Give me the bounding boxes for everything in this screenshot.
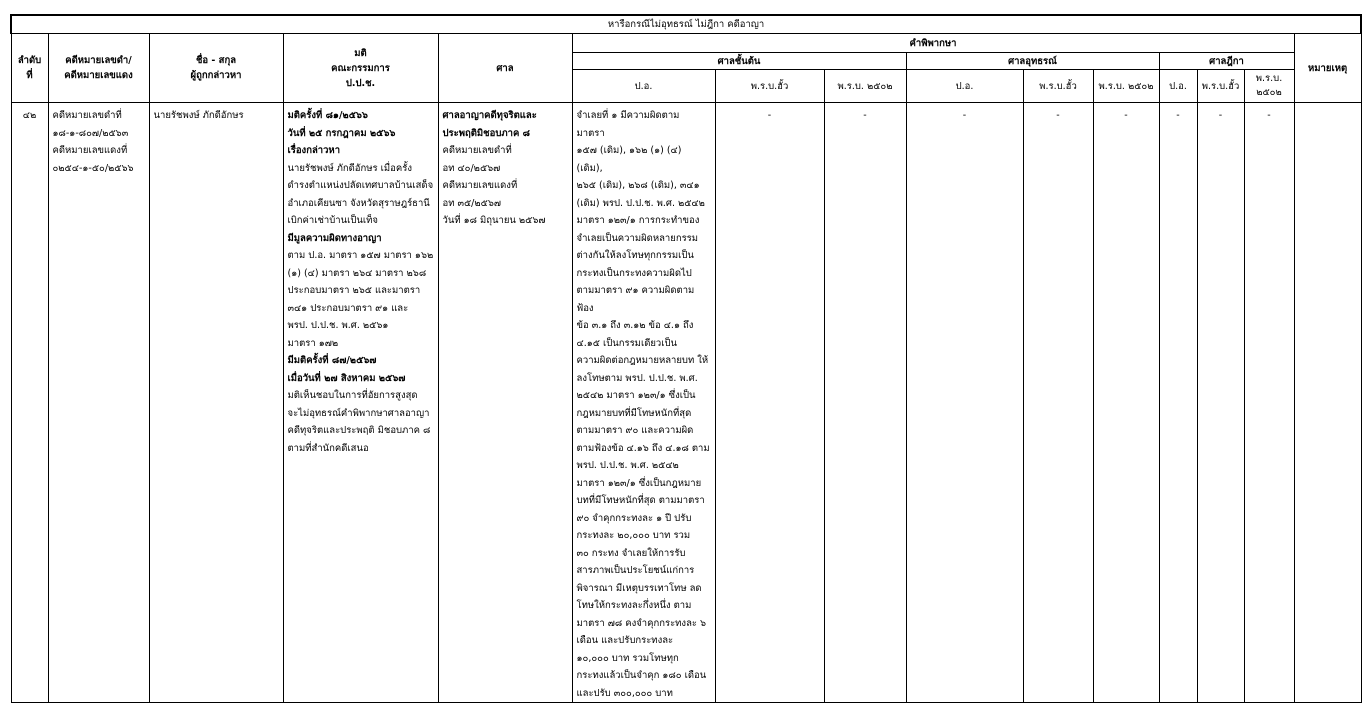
resolution-line: ดำรงตำแหน่งปลัดเทศบาลบ้านเสด็จ xyxy=(287,180,434,191)
cell-appeal-prb-ua: - xyxy=(1023,103,1093,703)
resolution-line: มาตรา ๑๗๒ xyxy=(287,337,339,349)
header-resolution: มติ คณะกรรมการ ป.ป.ช. xyxy=(283,34,438,103)
court-line: คดีหมายเลขดำที่ xyxy=(442,145,512,156)
resolution-line: มติครั้งที่ ๘๑/๒๕๖๖ xyxy=(287,110,368,121)
court-line: ศาลอาญาคดีทุจริตและ xyxy=(442,110,537,121)
verdict-line: สารภาพเป็นประโยชน์แก่การ xyxy=(576,565,695,576)
resolution-line: นายรัชพงษ์ ภักดีอักษร เมื่อครั้ง xyxy=(287,162,412,174)
header-appeal-court: ศาลอุทธรณ์ xyxy=(906,53,1159,70)
verdict-line: ๔.๑๕ เป็นกรรมเดียวเป็น xyxy=(576,337,678,349)
cell-supreme-prb-ua: - xyxy=(1197,103,1244,703)
verdict-line: ๒๖๕ (เดิม), ๒๖๘ (เดิม), ๓๔๑ xyxy=(576,180,700,191)
header-supreme-pa: ป.อ. xyxy=(1159,70,1197,103)
header-first-court: ศาลชั้นต้น xyxy=(572,53,906,70)
verdict-line: ตามมาตรา ๙๐ และความผิด xyxy=(576,425,694,436)
verdict-line: มาตรา ๑๒๓/๑ ซึ่งเป็นกฎหมาย xyxy=(576,477,702,489)
table-title: หารือกรณีไม่อุทธรณ์ ไม่ฎีกา คดีอาญา xyxy=(11,15,1361,34)
cell-appeal-prb-2502: - xyxy=(1093,103,1159,703)
court-line: อท ๔๐/๒๕๖๗ xyxy=(442,162,501,174)
court-line: ประพฤติมิชอบภาค ๘ xyxy=(442,127,530,139)
resolution-line: ตามที่สำนักคดีเสนอ xyxy=(287,442,369,454)
resolution-line: เมื่อวันที่ ๒๗ สิงหาคม ๒๕๖๗ xyxy=(287,372,406,384)
verdict-line: (เดิม) พรป. ป.ป.ช. พ.ศ. ๒๕๔๒ xyxy=(576,197,705,209)
resolution-line: พรป. ป.ป.ช. พ.ศ. ๒๕๖๑ xyxy=(287,320,389,331)
verdict-line: มาตรา ๗๘ คงจำคุกกระทงละ ๖ xyxy=(576,617,707,629)
verdict-line: เดือน และปรับกระทงละ xyxy=(576,635,674,646)
resolution-line: มีมติครั้งที่ ๘๗/๒๕๖๗ xyxy=(287,355,377,366)
verdict-line: ๑๕๗ (เดิม), ๑๖๒ (๑) (๔) (เดิม), xyxy=(576,145,682,174)
resolution-line: อำเภอเคียนซา จังหวัดสุราษฎร์ธานี xyxy=(287,197,430,209)
document-table-wrap xyxy=(10,14,1362,703)
cell-no: ๔๒ xyxy=(11,103,48,703)
cell-appeal-pa: - xyxy=(906,103,1023,703)
verdict-line: จำเลยที่ ๑ มีความผิดตาม มาตรา xyxy=(576,110,680,139)
cell-first-prb-ua: - xyxy=(715,103,824,703)
header-first-prb-2502: พ.ร.บ. ๒๕๐๒ xyxy=(824,70,906,103)
resolution-line: มติเห็นชอบในการที่อัยการสูงสุด xyxy=(287,390,418,401)
header-no: ลำดับ ที่ xyxy=(11,34,48,103)
resolution-line: วันที่ ๒๕ กรกฎาคม ๒๕๖๖ xyxy=(287,127,396,139)
court-line: วันที่ ๑๘ มิถุนายน ๒๕๖๗ xyxy=(442,215,546,226)
verdict-line: กระทงแล้วเป็นจำคุก ๑๘๐ เดือน xyxy=(576,670,707,681)
verdict-line: ข้อ ๓.๑ ถึง ๓.๑๒ ข้อ ๔.๑ ถึง xyxy=(576,320,694,331)
verdict-line: ลงโทษตาม พรป. ป.ป.ช. พ.ศ. xyxy=(576,372,698,384)
header-remark: หมายเหตุ xyxy=(1294,34,1361,103)
resolution-line: (๑) (๔) มาตรา ๒๖๔ มาตรา ๒๖๘ xyxy=(287,267,427,279)
verdict-line: ๙๐ จำคุกกระทงละ ๑ ปี ปรับ xyxy=(576,512,692,524)
verdict-line: พรป. ป.ป.ช. พ.ศ. ๒๕๔๒ xyxy=(576,460,679,471)
header-first-pa: ป.อ. xyxy=(572,70,715,103)
verdict-line: ๓๐ กระทง จำเลยให้การรับ xyxy=(576,547,686,559)
header-appeal-pa: ป.อ. xyxy=(906,70,1023,103)
verdict-line: จำเลยเป็นความผิดหลายกรรม xyxy=(576,232,699,244)
verdict-line: มาตรา ๑๒๓/๑ การกระทำของ xyxy=(576,215,700,226)
resolution-line: คดีทุจริตและประพฤติ มิชอบภาค ๘ xyxy=(287,425,431,436)
header-supreme-prb-2502: พ.ร.บ. ๒๕๐๒ xyxy=(1244,70,1294,103)
verdict-line: ความผิดต่อกฎหมายหลายบท ให้ xyxy=(576,355,709,366)
resolution-line: เบิกค่าเช่าบ้านเป็นเท็จ xyxy=(287,215,378,226)
resolution-line: ตาม ป.อ. มาตรา ๑๕๗ มาตรา ๑๖๒ xyxy=(287,250,434,261)
resolution-line: มีมูลความผิดทางอาญา xyxy=(287,232,382,244)
verdict-table xyxy=(10,14,1362,703)
cell-remark xyxy=(1294,103,1361,703)
verdict-line: โทษให้กระทงละกึ่งหนึ่ง ตาม xyxy=(576,600,692,611)
verdict-line: ๒๕๔๒ มาตรา ๑๒๓/๑ ซึ่งเป็น xyxy=(576,390,696,401)
header-appeal-prb-ua: พ.ร.บ.ฮั้ว xyxy=(1023,70,1093,103)
cell-case-no: คดีหมายเลขดำที่ ๑๘-๑-๘๐๗/๒๕๖๓ คดีหมายเลขแดงที่ ๐๒๕๔-๑-๕๐/๒๕๖๖ xyxy=(48,103,149,703)
header-appeal-prb-2502: พ.ร.บ. ๒๕๐๒ xyxy=(1093,70,1159,103)
resolution-line: จะไม่อุทธรณ์คำพิพากษาศาลอาญา xyxy=(287,407,430,419)
header-verdict: คำพิพากษา xyxy=(572,34,1294,53)
header-first-prb-ua: พ.ร.บ.ฮั้ว xyxy=(715,70,824,103)
cell-first-pa xyxy=(572,103,715,703)
verdict-line: ตามมาตรา ๙๑ ความผิดตามฟ้อง xyxy=(576,285,695,314)
resolution-line: เรื่องกล่าวหา xyxy=(287,145,341,156)
verdict-line: ตามฟ้องข้อ ๔.๑๖ ถึง ๔.๑๘ ตาม xyxy=(576,442,710,454)
header-case-no: คดีหมายเลขดำ/ คดีหมายเลขแดง xyxy=(48,34,149,103)
cell-name: นายรัชพงษ์ ภักดีอักษร xyxy=(149,103,283,703)
verdict-line: กระทงเป็นกระทงความผิดไป xyxy=(576,267,692,279)
court-line: อท ๓๕/๒๕๖๗ xyxy=(442,197,501,209)
verdict-line: กฎหมายบทที่มีโทษหนักที่สุด xyxy=(576,407,692,419)
header-supreme-court: ศาลฎีกา xyxy=(1159,53,1294,70)
verdict-line: ๑๐,๐๐๐ บาท รวมโทษทุก xyxy=(576,652,679,664)
verdict-line: ต่างกันให้ลงโทษทุกกรรมเป็น xyxy=(576,250,694,261)
verdict-line: พิจารณา มีเหตุบรรเทาโทษ ลด xyxy=(576,582,702,594)
header-name: ชื่อ - สกุล ผู้ถูกกล่าวหา xyxy=(149,34,283,103)
cell-court xyxy=(438,103,572,703)
cell-resolution xyxy=(283,103,438,703)
cell-first-prb-2502: - xyxy=(824,103,906,703)
table-row xyxy=(11,103,1361,703)
resolution-line: ๓๔๑ ประกอบมาตรา ๙๑ และ xyxy=(287,302,409,314)
cell-supreme-pa: - xyxy=(1159,103,1197,703)
court-line: คดีหมายเลขแดงที่ xyxy=(442,180,518,191)
verdict-line: และปรับ ๓๐๐,๐๐๐ บาท xyxy=(576,687,673,699)
verdict-line: บทที่มีโทษหนักที่สุด ตามมาตรา xyxy=(576,495,705,506)
resolution-line: ประกอบมาตรา ๒๖๕ และมาตรา xyxy=(287,285,421,296)
header-court: ศาล xyxy=(438,34,572,103)
verdict-line: กระทงละ ๒๐,๐๐๐ บาท รวม xyxy=(576,530,691,541)
cell-supreme-prb-2502: - xyxy=(1244,103,1294,703)
header-supreme-prb-ua: พ.ร.บ.ฮั้ว xyxy=(1197,70,1244,103)
